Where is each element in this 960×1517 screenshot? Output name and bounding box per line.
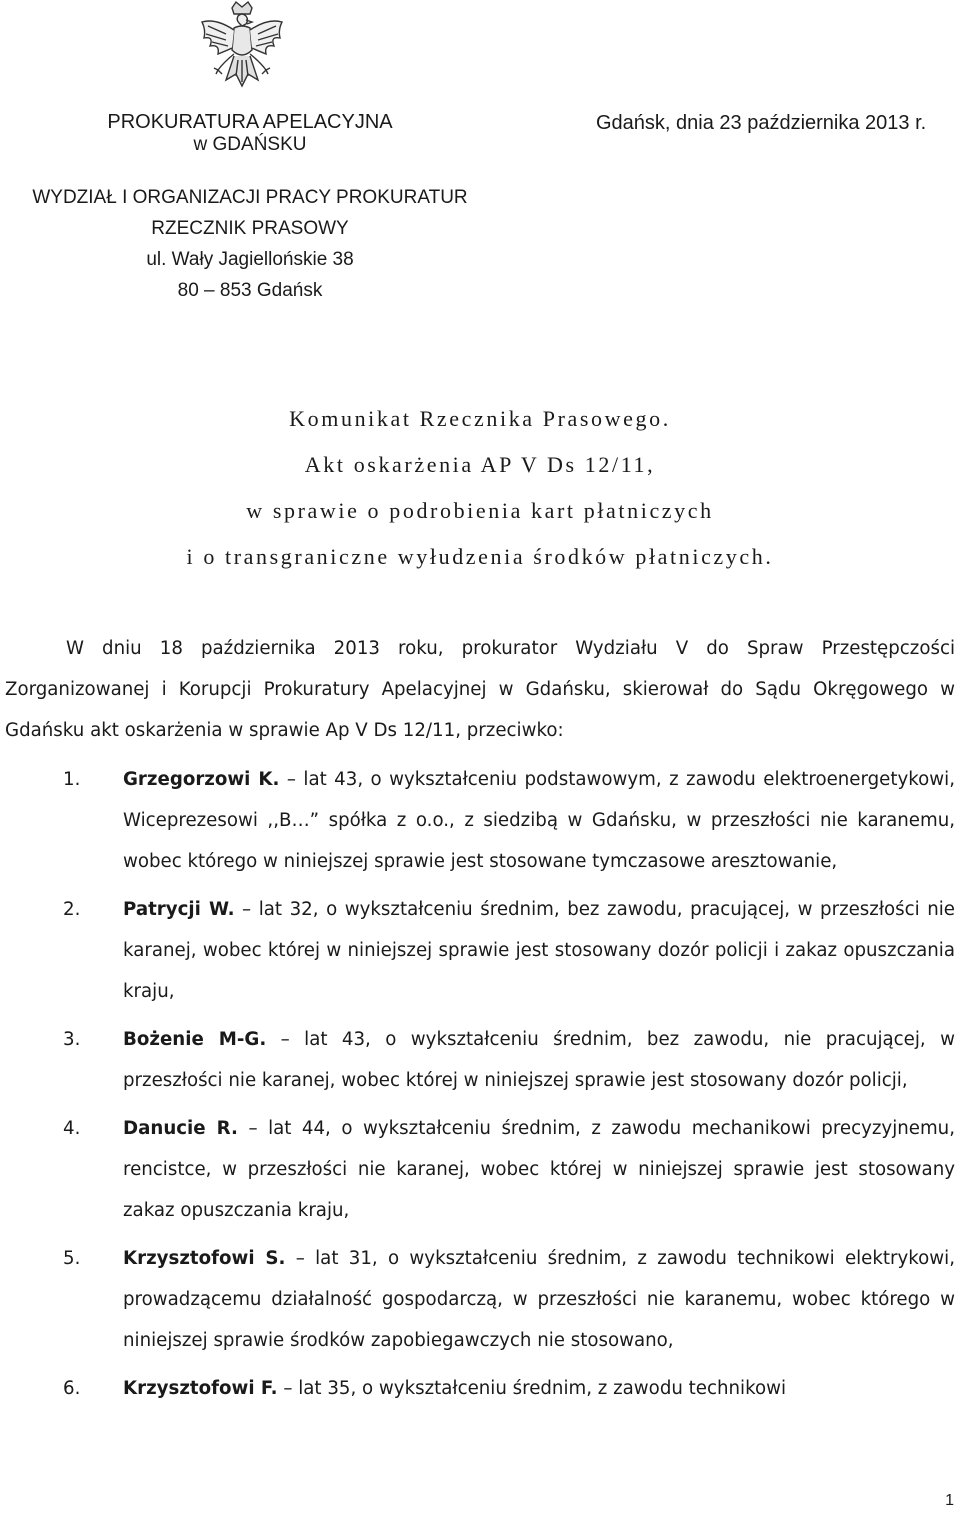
document-body bbox=[5, 628, 955, 1416]
intro-paragraph: W dniu 18 października 2013 roku, prokurator Wydziału V do Spraw Przestępczości Zorganizowanej i Korupcji Prokuratury Apelacyjnej w Gdańsku, skierował do Sądu Okręgowego w Gdańsku akt oskarżenia w sprawie Ap V Ds 12/11, przeciwko: bbox=[5, 638, 955, 741]
list-item bbox=[5, 1019, 955, 1101]
title-line-2: Akt oskarżenia AP V Ds 12/11, bbox=[304, 452, 656, 477]
defendant-name: Danucie R. bbox=[123, 1118, 238, 1139]
defendant-details: – lat 31, o wykształceniu średnim, z zawodu technikowi elektrykowi, prowadzącemu działalność gospodarczą, w przeszłości nie karanemu, wobec którego w niniejszej sprawie środków zapobiegawczych nie stosowano, bbox=[123, 1248, 956, 1351]
org-name: PROKURATURA APELACYJNA bbox=[107, 111, 393, 133]
defendants-list bbox=[5, 759, 955, 1409]
defendant-name: Patrycji W. bbox=[123, 899, 235, 920]
item-number: 5. bbox=[63, 1248, 81, 1269]
item-number: 3. bbox=[63, 1029, 81, 1050]
title-line-1: Komunikat Rzecznika Prasowego. bbox=[289, 406, 671, 431]
defendant-details: – lat 43, o wykształceniu średnim, bez zawodu, nie pracującej, w przeszłości nie karanej, wobec której w niniejszej sprawie jest stosowany dozór policji, bbox=[123, 1029, 955, 1091]
title-line-4: i o transgraniczne wyłudzenia środków płatniczych. bbox=[186, 544, 774, 569]
sender-block bbox=[0, 110, 500, 306]
defendant-details: – lat 35, o wykształceniu średnim, z zawodu technikowi bbox=[277, 1378, 787, 1399]
list-item bbox=[5, 1368, 955, 1409]
item-number: 4. bbox=[63, 1118, 81, 1139]
page-number: 1 bbox=[945, 1492, 954, 1509]
defendant-details: – lat 44, o wykształceniu średnim, z zawodu mechanikowi precyzyjnemu, rencistce, w przeszłości nie karanej, wobec której w niniejszej sprawie jest stosowany zakaz opuszczania kraju, bbox=[123, 1118, 955, 1221]
postal-city: 80 – 853 Gdańsk bbox=[177, 280, 323, 301]
defendant-details: – lat 43, o wykształceniu podstawowym, z zawodu elektroenergetykowi, Wiceprezesowi ,,B…” spółka z o.o., z siedzibą w Gdańsku, w przeszłości nie karanemu, wobec którego w niniejszej sprawie jest stosowane tymczasowe aresztowanie, bbox=[123, 769, 955, 872]
defendant-details: – lat 32, o wykształceniu średnim, bez zawodu, pracującej, w przeszłości nie karanej, wobec której w niniejszej sprawie jest stosowany dozór policji i zakaz opuszczania kraju, bbox=[123, 899, 955, 1002]
polish-eagle-emblem-icon bbox=[196, 0, 288, 98]
office: RZECZNIK PRASOWY bbox=[151, 218, 349, 239]
list-item bbox=[5, 1108, 955, 1231]
list-item bbox=[5, 759, 955, 882]
list-item bbox=[5, 1238, 955, 1361]
item-number: 1. bbox=[63, 769, 81, 790]
street-address: ul. Wały Jagiellońskie 38 bbox=[146, 249, 354, 270]
department: WYDZIAŁ I ORGANIZACJI PRACY PROKURATUR bbox=[32, 187, 468, 208]
document-date: Gdańsk, dnia 23 października 2013 r. bbox=[596, 112, 927, 134]
document-title bbox=[0, 396, 960, 580]
item-number: 2. bbox=[63, 899, 81, 920]
title-line-3: w sprawie o podrobienia kart płatniczych bbox=[246, 498, 714, 523]
item-number: 6. bbox=[63, 1378, 81, 1399]
defendant-name: Bożenie M-G. bbox=[123, 1029, 267, 1050]
defendant-name: Grzegorzowi K. bbox=[123, 769, 280, 790]
list-item bbox=[5, 889, 955, 1012]
org-location: w GDAŃSKU bbox=[193, 134, 307, 155]
defendant-name: Krzysztofowi S. bbox=[123, 1248, 286, 1269]
defendant-name: Krzysztofowi F. bbox=[123, 1378, 278, 1399]
